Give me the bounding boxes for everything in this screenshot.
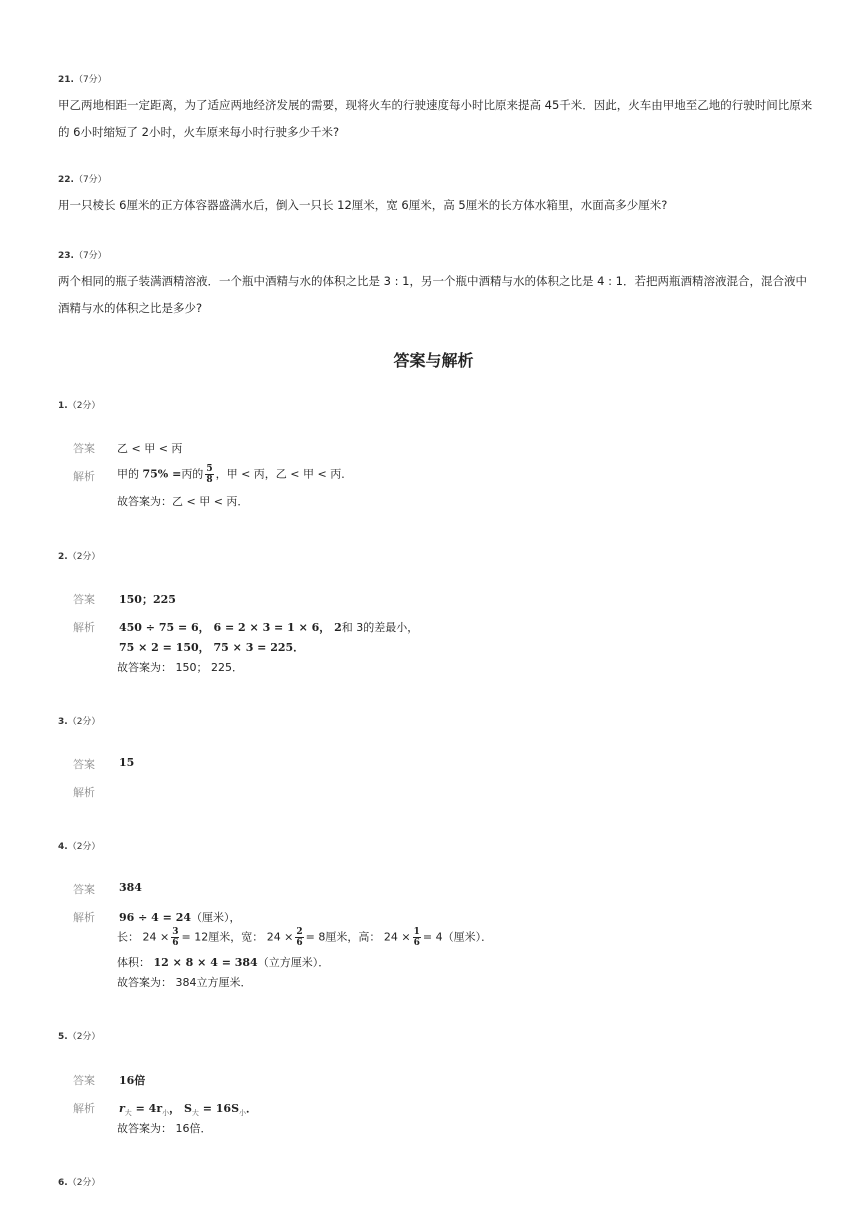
analysis-text: 丙的 — [181, 467, 204, 481]
answer-value: 乙 < 甲 < 丙 — [117, 442, 183, 455]
analysis-label: 解析 — [73, 621, 95, 634]
analysis-line-2: 75 × 2 = 150， 75 × 3 = 225． — [119, 641, 305, 654]
question-23-text: 两个相同的瓶子装满酒精溶液．一个瓶中酒精与水的体积之比是 3 : 1，另一个瓶中酒精与水的体积之比是 4 : 1．若把两瓶酒精溶液混合，混合液中酒精与水的体积之比是多少? — [58, 274, 807, 315]
answer-value: 16倍 — [119, 1074, 146, 1087]
question-score: （7分） — [73, 251, 107, 261]
answer-score: （2分） — [67, 552, 101, 562]
analysis-math: ． — [246, 1102, 258, 1115]
answer-label: 答案 — [73, 442, 95, 455]
analysis-math: 12 × 8 × 4 = 384 — [153, 956, 258, 969]
fraction — [413, 927, 421, 948]
analysis-math: ， S — [169, 1102, 192, 1115]
question-score: （7分） — [73, 175, 107, 185]
analysis-math: = 4r — [131, 1102, 163, 1115]
analysis-line-2: 故答案为： 16倍． — [117, 1122, 212, 1135]
fraction-denominator: 6 — [413, 938, 420, 948]
analysis-math: = 16S — [198, 1102, 240, 1115]
analysis-text: ，甲 < 丙，乙 < 甲 < 丙． — [215, 467, 353, 481]
answer-score: （2分） — [67, 401, 101, 411]
answer-number: 5. — [58, 1032, 68, 1042]
answer-score: （2分） — [67, 1032, 101, 1042]
analysis-line-2: 故答案为：乙 < 甲 < 丙． — [117, 495, 249, 508]
fraction-numerator: 5 — [206, 464, 213, 474]
answer-value: 150；225 — [119, 593, 176, 606]
subscript: 小 — [239, 1109, 247, 1117]
analysis-line-3: 故答案为： 150； 225． — [117, 661, 243, 674]
analysis-text: （立方厘米）． — [257, 956, 330, 969]
analysis-label: 解析 — [73, 1102, 95, 1115]
fraction — [205, 464, 213, 485]
fraction-numerator: 2 — [296, 927, 303, 937]
answer-value: 15 — [119, 756, 135, 769]
analysis-line-4: 故答案为： 384立方厘米． — [117, 976, 252, 989]
answer-3-header — [58, 714, 100, 727]
analysis-line-1 — [119, 1100, 257, 1118]
answer-score: （2分） — [67, 717, 101, 727]
analysis-line-1 — [119, 619, 418, 635]
question-22-text: 用一只棱长 6厘米的正方体容器盛满水后，倒入一只长 12厘米，宽 6厘米，高 5厘米的长方体水箱里，水面高多少厘米? — [58, 198, 668, 212]
analysis-math: 450 ÷ 75 = 6， 6 = 2 × 3 = 1 × 6， 2 — [119, 621, 342, 634]
question-22-header — [58, 172, 107, 185]
analysis-label: 解析 — [73, 470, 95, 483]
analysis-math: 75% = — [142, 467, 182, 481]
analysis-text: 长： 24 × — [117, 930, 170, 944]
analysis-text: = 4（厘米）． — [422, 930, 493, 944]
fraction-numerator: 1 — [413, 927, 420, 937]
question-score: （7分） — [73, 75, 107, 85]
answer-5-header — [58, 1029, 100, 1042]
answer-label: 答案 — [73, 758, 95, 771]
analysis-text: 和 3的差最小， — [341, 621, 419, 634]
analysis-text: = 8厘米，高： 24 × — [305, 930, 411, 944]
answer-2-header — [58, 549, 100, 562]
analysis-line-1 — [117, 464, 352, 485]
subscript: 大 — [191, 1109, 199, 1117]
analysis-math: 96 ÷ 4 = 24 — [119, 911, 192, 924]
analysis-text: = 12厘米，宽： 24 × — [181, 930, 294, 944]
answer-value: 384 — [119, 881, 142, 894]
analysis-line-2 — [117, 927, 492, 948]
answer-score: （2分） — [67, 1178, 101, 1188]
section-title: 答案与解析 — [393, 351, 474, 370]
question-23-header — [58, 248, 107, 261]
question-number: 22. — [58, 175, 74, 185]
fraction — [171, 927, 179, 948]
analysis-line-1 — [119, 909, 241, 925]
answer-label: 答案 — [73, 883, 95, 896]
question-21-header — [58, 72, 107, 85]
subscript: 大 — [124, 1109, 132, 1117]
answer-label: 答案 — [73, 593, 95, 606]
subscript: 小 — [162, 1109, 170, 1117]
question-number: 23. — [58, 251, 74, 261]
answer-4-header — [58, 839, 100, 852]
answer-number: 4. — [58, 842, 68, 852]
analysis-text: 甲的 — [117, 467, 143, 481]
fraction — [295, 927, 303, 948]
fraction-denominator: 6 — [296, 938, 303, 948]
analysis-line-3 — [117, 954, 329, 970]
analysis-label: 解析 — [73, 786, 95, 799]
question-number: 21. — [58, 75, 74, 85]
answer-number: 6. — [58, 1178, 68, 1188]
answer-label: 答案 — [73, 1074, 95, 1087]
analysis-text: （厘米）， — [191, 911, 241, 924]
analysis-math: r — [119, 1102, 125, 1115]
answer-number: 1. — [58, 401, 68, 411]
fraction-numerator: 3 — [172, 927, 179, 937]
analysis-text: 体积： — [117, 956, 154, 969]
fraction-denominator: 8 — [206, 475, 213, 485]
analysis-label: 解析 — [73, 911, 95, 924]
question-21-text: 甲乙两地相距一定距离，为了适应两地经济发展的需要，现将火车的行驶速度每小时比原来提高 45千米．因此，火车由甲地至乙地的行驶时间比原来的 6小时缩短了 2小时，火车原来每小时行驶多少千米? — [58, 98, 813, 139]
answer-1-header — [58, 398, 100, 411]
answer-6-header — [58, 1175, 100, 1188]
fraction-denominator: 6 — [172, 938, 179, 948]
answer-number: 2. — [58, 552, 68, 562]
answer-score: （2分） — [67, 842, 101, 852]
answer-number: 3. — [58, 717, 68, 727]
